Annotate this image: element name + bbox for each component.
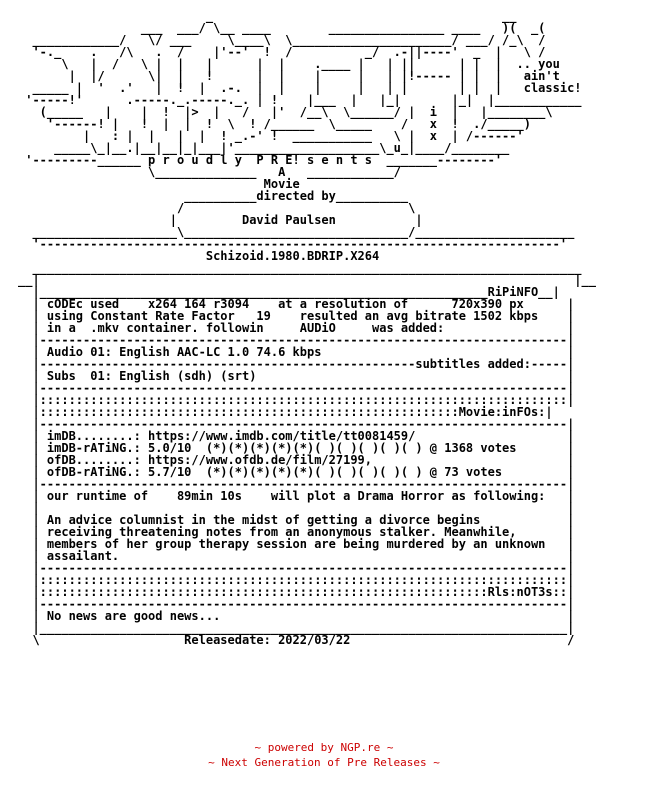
- nfo-line: |-------------------------------------------------------------------------|: [18, 477, 575, 491]
- nfo-line: | our runtime of 89min 10s will plot a Drama Horror as following: |: [18, 489, 575, 503]
- nfo-line: |-------------------------------------------------------------------------|: [18, 333, 575, 347]
- nfo-line: | David Paulsen |: [18, 213, 423, 227]
- nfo-line: |:::::::::::::::::::::::::::::::::::::::::::::::::::::::::::::::::::::::::|: [18, 573, 575, 587]
- footer-powered-by: ~ powered by NGP.re ~: [254, 741, 394, 754]
- nfo-line: | ofDB........: https://www.ofdb.de/film/27199, |: [18, 453, 575, 467]
- nfo-line: |-------------------------------------------------------------------------|: [18, 417, 575, 431]
- nfo-line: Schizoid.1980.BDRIP.X264: [18, 249, 380, 263]
- nfo-line: | |: [18, 501, 575, 515]
- nfo-text: [18, 10, 638, 646]
- nfo-line: \ Releasedate: 2022/03/22 /: [18, 633, 575, 646]
- nfo-line: _____ | ' .' | ! | .-. | | | | | | | | | classic!: [18, 81, 582, 95]
- nfo-line: | Subs 01: English (sdh) (srt) |: [18, 369, 575, 383]
- nfo-line: |_________________________________________________________________________|: [18, 621, 575, 635]
- nfo-line: '-----!' .-----._.-----._. | ! |___ | |_| |_| |____________: [18, 93, 582, 107]
- footer-tagline: ~ Next Generation of Pre Releases ~: [208, 756, 440, 769]
- nfo-line: (_____ | | ! |> | / |' /__\ \______/ | i | |________\: [18, 105, 553, 119]
- nfo-line: Movie: [18, 177, 300, 191]
- nfo-line: | : | | | | ! _.-' ! ___________ \ | x | /------': [18, 129, 524, 143]
- nfo-line: |::::::::::::::::::::::::::::::::::::::::::::::::::::::::::::::Rls:nOT3s::|: [18, 585, 575, 599]
- nfo-line: | No news are good news... |: [18, 609, 575, 623]
- nfo-line: '-._ . /\ . / |'--' ! / _/ .-||----' _ | \ /: [18, 45, 546, 59]
- nfo-line: |-------------------------------------------------------------------------|: [18, 597, 575, 611]
- nfo-line: | cODEc used x264 164 r3094 at a resolution of 720x390 px |: [18, 297, 575, 311]
- nfo-line: __| |__: [18, 273, 596, 287]
- nfo-line: ____________/ \/ ___ \____\ \______________________/ ___/ /_\ /: [18, 33, 546, 47]
- nfo-line: '------! | ! | | ! \ ! /______ \_____ / x ! ./_____): [18, 117, 531, 131]
- footer: [0, 740, 648, 770]
- nfo-line: | receiving threatening notes from an anonymous stalker. Meanwhile, |: [18, 525, 575, 539]
- nfo-line: | imDB........: https://www.imdb.com/title/tt0081459/ |: [18, 429, 575, 443]
- nfo-line: _ __: [18, 10, 517, 23]
- nfo-line: \______________ A ____________/: [18, 165, 401, 179]
- nfo-line: | in a .mkv container. followin AUDiO was added: |: [18, 321, 575, 335]
- nfo-line: | using Constant Rate Factor 19 resulted an avg bitrate 1502 kbps |: [18, 309, 575, 323]
- nfo-line: '------------------------------------------------------------------------': [18, 237, 568, 251]
- nfo-line: | imDB-rATiNG.: 5.0/10 (*)(*)(*)(*)(*)( )( )( )( )( ) @ 1368 votes |: [18, 441, 575, 455]
- nfo-line: ___ ___/ \__ ____ ________________ ____ )( _(: [18, 21, 546, 35]
- nfo-line: | |/ \| | ! | | | | | |!----- | | | ain't: [18, 69, 560, 83]
- nfo-line: \ | / \ | | | | | .____ | | || | | | .. you: [18, 57, 560, 71]
- nfo-line: |______________________________________________________________RiPiNFO__|: [18, 285, 560, 299]
- nfo-line: / \: [18, 201, 416, 215]
- nfo-line: ____________________\_______________________________/______________________: [18, 225, 575, 239]
- nfo-line: | members of her group therapy session are being murdered by an unknown |: [18, 537, 575, 551]
- nfo-line: | Audio 01: English AAC-LC 1.0 74.6 kbps |: [18, 345, 575, 359]
- nfo-line: ____________________________________________________________________________: [18, 261, 582, 275]
- nfo-line: | assailant. |: [18, 549, 575, 563]
- nfo-line: |:::::::::::::::::::::::::::::::::::::::::::::::::::::::::::::::::::::::::|: [18, 393, 575, 407]
- nfo-line: | An advice columnist in the midst of getting a divorce begins |: [18, 513, 575, 527]
- nfo-line: '---------______ p r o u d l y P R E! s e n t s _______--------': [18, 153, 503, 167]
- nfo-line: |-------------------------------------------------------------------------|: [18, 381, 575, 395]
- nfo-line: |::::::::::::::::::::::::::::::::::::::::::::::::::::::::::Movie:inFOs:|: [18, 405, 553, 419]
- nfo-line: |----------------------------------------------------subtitles added:-----|: [18, 357, 575, 371]
- nfo-line: | ofDB-rATiNG.: 5.7/10 (*)(*)(*)(*)(*)( )( )( )( )( ) @ 73 votes |: [18, 465, 575, 479]
- nfo-line: |-------------------------------------------------------------------------|: [18, 561, 575, 575]
- nfo-line: _____\_|__.|__|__|_|___|'____________________\_u_|____/________: [18, 141, 510, 155]
- nfo-line: __________directed by__________: [18, 189, 409, 203]
